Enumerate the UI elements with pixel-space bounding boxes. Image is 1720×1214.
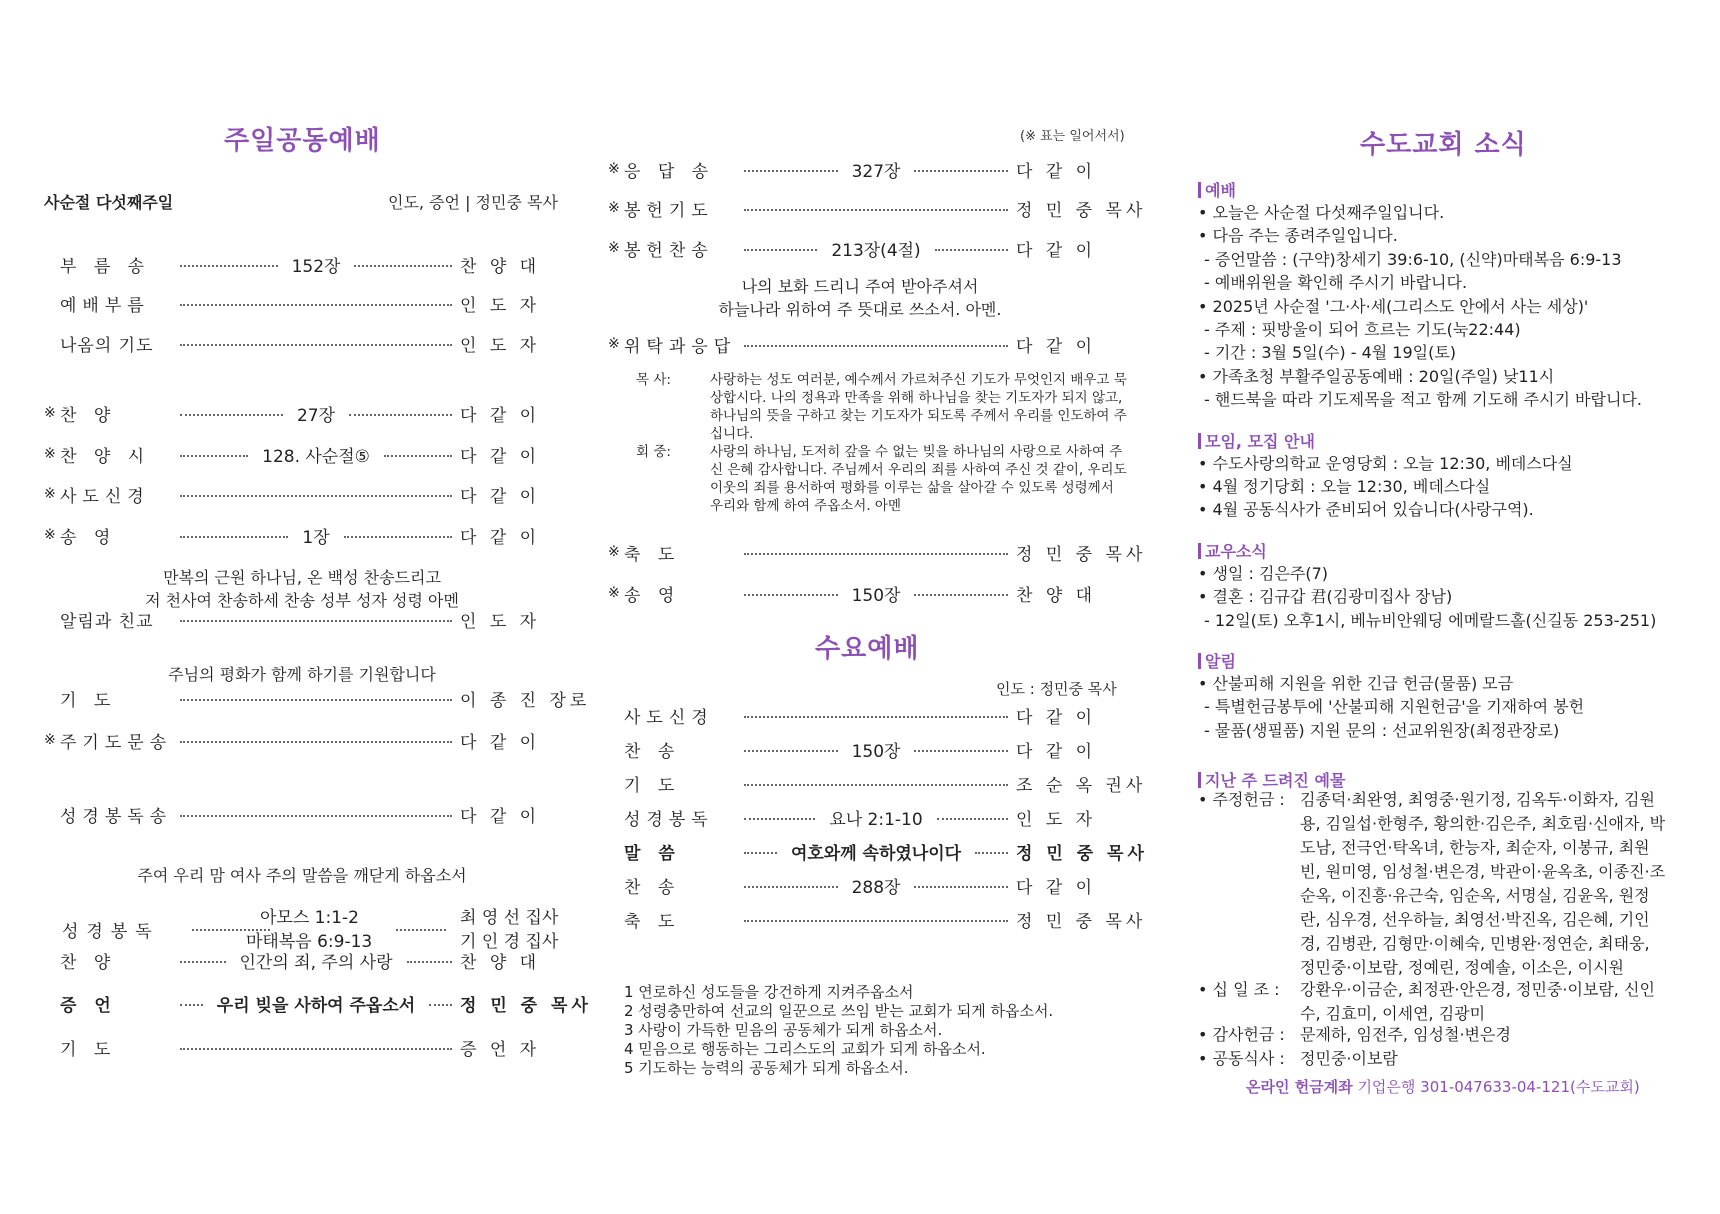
order-label: 성경봉독송 [60,806,173,827]
order-row [44,728,560,752]
order-row [608,540,1147,565]
order-performer: 다 같 이 [1016,741,1097,762]
standing-mark: ※ [44,405,56,421]
order-performer: 다 같 이 [1016,707,1097,728]
order-label: 찬 송 [624,877,681,898]
order-label: 성경봉독 [624,809,714,830]
order-performer: 다 같 이 [460,486,541,507]
order-row [44,1035,560,1059]
order-performer: 인 도 자 [460,295,541,316]
news-line: • 수도사랑의학교 운영당회 : 오늘 12:30, 베데스다실 [1198,453,1573,473]
news-section-head: 모임, 모집 안내 [1198,429,1315,452]
order-row [608,839,1148,864]
left-title: 주일공동예배 [224,126,381,156]
offering-names: 문제하, 임전주, 임성철·변은경 [1300,1025,1511,1044]
offering-section-head: 지난 주 드려진 예물 [1198,768,1345,791]
standing-note: (※ 표는 일어서서) [1020,129,1125,144]
order-label: 나옴의 기도 [60,335,154,356]
offering-type: • 십 일 조 : [1198,980,1280,999]
online-account [1246,1076,1640,1097]
order-label: 찬 양 [60,952,117,973]
order-performer: 다 같 이 [1016,240,1097,261]
order-label: 찬 송 [624,741,681,762]
order-label: 축 도 [624,544,681,565]
order-label: 봉헌찬송 [624,240,714,261]
order-performer: 다 같 이 [460,405,541,426]
order-row [44,331,560,355]
order-row [608,703,1116,727]
order-row [608,581,1116,605]
order-label: 위탁과응답 [624,336,737,357]
news-section-head: 예배 [1198,178,1236,201]
news-line: • 다음 주는 종려주일입니다. [1198,226,1398,246]
news-line: • 산불피해 지원을 위한 긴급 헌금(물품) 모금 [1198,674,1514,693]
order-label: 축 도 [624,911,681,932]
order-row [608,332,1116,356]
news-section-head: 알림 [1198,649,1236,672]
order-label: 사도신경 [624,707,714,728]
order-label: 예배부름 [60,295,150,316]
prayer-item: 5 기도하는 능력의 공동체가 되게 하옵소서. [624,1059,909,1077]
order-row [608,873,1116,897]
wednesday-leader: 인도 : 정민중 목사 [996,680,1117,698]
news-line: - 주제 : 핏방울이 되어 흐르는 기도(눅22:44) [1204,320,1521,339]
order-row [44,482,560,506]
news-section-head: 교우소식 [1198,539,1267,562]
news-line: • 생일 : 김은주(7) [1198,563,1329,583]
prayer-list [624,983,1053,1078]
order-label: 송 영 [624,585,681,606]
news-line: • 결혼 : 김규갑 君(김광미집사 장남) [1198,587,1453,607]
pastor-response [636,371,1136,447]
order-performer: 정 민 중 목사 [1016,200,1147,221]
reading-reader-1: 최 영 선 집사 [460,908,559,928]
standing-mark: ※ [608,336,620,352]
order-performer: 인 도 자 [460,335,541,356]
news-line: - 특별헌금봉투에 '산불피해 지원헌금'을 기재하여 봉헌 [1204,697,1585,717]
order-label: 주기도문송 [60,732,173,753]
order-performer: 다 같 이 [460,732,541,753]
prayer-item: 1 연로하신 성도들을 강건하게 지켜주옵소서 [624,983,914,1001]
reading-label: 성경봉독 [62,922,160,942]
order-row [608,196,1147,221]
order-label: 사도신경 [60,486,150,507]
order-label: 찬 양 [60,405,117,426]
peace-text: 주님의 평화가 함께 하기를 기원합니다 [168,665,436,684]
order-performer: 조 순 옥 권사 [1016,775,1147,796]
order-detail: 150장 [851,741,901,762]
order-row [608,805,1116,829]
reading-reader-2: 기 인 경 집사 [460,932,559,952]
order-row [608,771,1147,796]
standing-mark: ※ [44,527,56,543]
order-detail: 152장 [291,256,341,277]
standing-mark: ※ [608,200,620,216]
order-performer: 이 종 진 장로 [460,690,591,711]
order-performer: 증 언 자 [460,1039,541,1060]
order-detail: 128. 사순절⑤ [262,446,370,467]
news-line: • 4월 정기당회 : 오늘 12:30, 베데스다실 [1198,477,1491,496]
order-detail: 인간의 죄, 주의 사랑 [239,952,393,973]
order-label: 송 영 [60,527,117,548]
order-row [44,401,560,425]
order-performer: 다 같 이 [1016,161,1097,182]
order-row [608,236,1116,260]
order-row [608,157,1116,181]
scripture-song-text: 주여 우리 맘 여사 주의 말씀을 깨닫게 하옵소서 [137,866,467,885]
offering-type: • 주정헌금 : [1198,790,1285,809]
order-label: 말 씀 [624,843,681,864]
news-line: - 핸드북을 따라 기도제목을 적고 함께 기도해 주시기 바랍니다. [1204,390,1642,410]
reading-row [44,903,560,953]
order-label: 찬 양 시 [60,446,151,467]
order-performer: 찬 양 대 [460,256,541,277]
reading-passage-1: 아모스 1:1-2 [260,908,359,928]
news-line: - 예배위원을 확인해 주시기 바랍니다. [1204,273,1468,293]
news-line: - 증언말씀 : (구약)창세기 39:6-10, (신약)마태복음 6:9-13 [1204,249,1622,269]
order-performer: 찬 양 대 [460,952,541,973]
congregation-label: 회 중: [636,444,671,460]
news-line: • 2025년 사순절 '그·사·세(그리스도 안에서 사는 세상)' [1198,296,1589,316]
account-text: 기업은행 301-047633-04-121(수도교회) [1357,1078,1640,1096]
prayer-item: 2 성령충만하여 선교의 일꾼으로 쓰임 받는 교회가 되게 하옵소서. [624,1002,1054,1020]
standing-mark: ※ [44,486,56,502]
order-row [44,291,560,315]
news-line: • 오늘은 사순절 다섯째주일입니다. [1198,203,1445,222]
standing-mark: ※ [608,585,620,601]
order-performer: 정 민 중 목사 [1016,911,1147,932]
order-label: 부 름 송 [60,256,151,277]
order-detail: 요나 2:1-10 [829,809,923,830]
order-row [44,686,591,711]
order-row [44,523,560,547]
congregation-response [636,443,1136,533]
pastor-label: 목 사: [636,372,671,388]
news-line: • 가족초청 부활주일공동예배 : 20일(주일) 낮11시 [1198,366,1555,386]
order-performer: 인 도 자 [1016,809,1097,830]
standing-mark: ※ [608,161,620,177]
doxology-text: 만복의 근원 하나님, 온 백성 찬송드리고 저 천사여 찬송하세 찬송 성부 성자 성령 아멘 [145,568,459,610]
order-performer: 정 민 중 목사 [1016,544,1147,565]
order-label: 증 언 [60,995,117,1016]
order-performer: 인 도 자 [460,611,541,632]
order-row [44,442,560,466]
order-label: 기 도 [60,1039,117,1060]
right-title: 수도교회 소식 [1360,130,1527,160]
news-line: - 12일(토) 오후1시, 베뉴비안웨딩 에메랄드홀(신길동 253-251) [1204,610,1657,630]
reading-passage-2: 마태복음 6:9-13 [246,932,373,952]
order-label: 알림과 친교 [60,611,154,632]
offering-text: 나의 보화 드리니 주여 받아주셔서 하늘나라 위하여 주 뜻대로 쓰소서. 아멘. [718,277,1002,319]
order-performer: 정 민 중 목사 [1016,843,1148,864]
order-row [44,252,560,276]
order-detail: 288장 [851,877,901,898]
standing-mark: ※ [608,240,620,256]
order-detail: 27장 [296,405,336,426]
standing-mark: ※ [44,446,56,462]
sunday-name: 사순절 다섯째주일 [44,193,174,212]
standing-mark: ※ [44,732,56,748]
news-line: • 4월 공동식사가 준비되어 있습니다(사랑구역). [1198,500,1534,520]
order-performer: 다 같 이 [460,527,541,548]
order-row [608,907,1147,932]
order-row [608,737,1116,761]
order-performer: 다 같 이 [1016,336,1097,357]
order-detail: 우리 빚을 사하여 주옵소서 [216,995,416,1016]
order-performer: 정 민 중 목사 [460,995,592,1016]
order-detail: 213장(4절) [831,240,921,261]
offering-type: • 공동식사 : [1198,1049,1285,1068]
order-label: 봉헌기도 [624,200,714,221]
prayer-item: 4 믿음으로 행동하는 그리스도의 교회가 되게 하옵소서. [624,1040,986,1058]
offering-names: 정민중·이보람 [1300,1049,1398,1068]
order-detail: 150장 [851,585,901,606]
congregation-text: 사랑의 하나님, 도저히 갚을 수 없는 빚을 하나님의 사랑으로 사하여 주신 은혜 감사합니다. 주님께서 우리의 죄를 사하여 주신 것 같이, 우리도 이웃의 죄를 용서하여 평화를 이루는 삶을 살아갈 수 있도록 성령께서 우리와 함께 하여 주옵소서. 아멘 [710,444,1127,514]
standing-mark: ※ [608,544,620,560]
pastor-text: 사랑하는 성도 여러분, 예수께서 가르쳐주신 기도가 무엇인지 배우고 묵상합시다. 나의 정욕과 만족을 위해 하나님을 찾는 기도자가 되지 않고, 하나님의 뜻을 구하고 찾는 기도자가 되도록 주께서 우리를 인도하여 주십니다. [710,372,1127,442]
order-detail: 여호와께 속하였나이다 [790,843,962,864]
order-performer: 다 같 이 [1016,877,1097,898]
news-line: - 기간 : 3월 5일(수) - 4월 19일(토) [1204,343,1457,363]
order-label: 기 도 [624,775,681,796]
order-detail: 1장 [302,527,330,548]
order-label: 응 답 송 [624,161,715,182]
news-line: - 물품(생필품) 지원 문의 : 선교위원장(최정관장로) [1204,720,1560,740]
account-label: 온라인 헌금계좌 [1246,1078,1353,1096]
sunday-preacher: 인도, 증언 | 정민중 목사 [388,193,558,212]
order-row [44,802,560,826]
order-performer: 다 같 이 [460,446,541,467]
prayer-item: 3 사랑이 가득한 믿음의 공동체가 되게 하옵소서. [624,1021,943,1039]
offering-names: 김종덕·최완영, 최영중·원기정, 김옥두·이화자, 김원용, 김일섭·한형주, 황의한·김은주, 최호림·신애자, 박도남, 전극언·탁옥녀, 한능자, 최순자, 이봉규, 최원빈, 원미영, 임성철·변은경, 박관이·윤옥초, 이종진·조순옥, 이진흥·유근숙, 임순옥, 서명실, 김윤옥, 원정란, 심우경, 선우하늘, 최영선·박진옥, 김은혜, 기인경, 김병관, 김형만·이혜숙, 민병완·정연순, 최태웅, 정민중·이보람, 정예린, 정예솔, 이소은, 이시원 [1300,790,1666,977]
order-performer: 찬 양 대 [1016,585,1097,606]
wednesday-title: 수요예배 [815,634,920,664]
order-performer: 다 같 이 [460,806,541,827]
order-detail: 327장 [851,161,901,182]
offering-type: • 감사헌금 : [1198,1025,1285,1044]
order-row [44,991,592,1016]
order-label: 기 도 [60,690,117,711]
offering-names: 강환우·이금순, 최정관·안은경, 정민중·이보람, 신인수, 김효미, 이세연, 김광미 [1300,980,1655,1023]
